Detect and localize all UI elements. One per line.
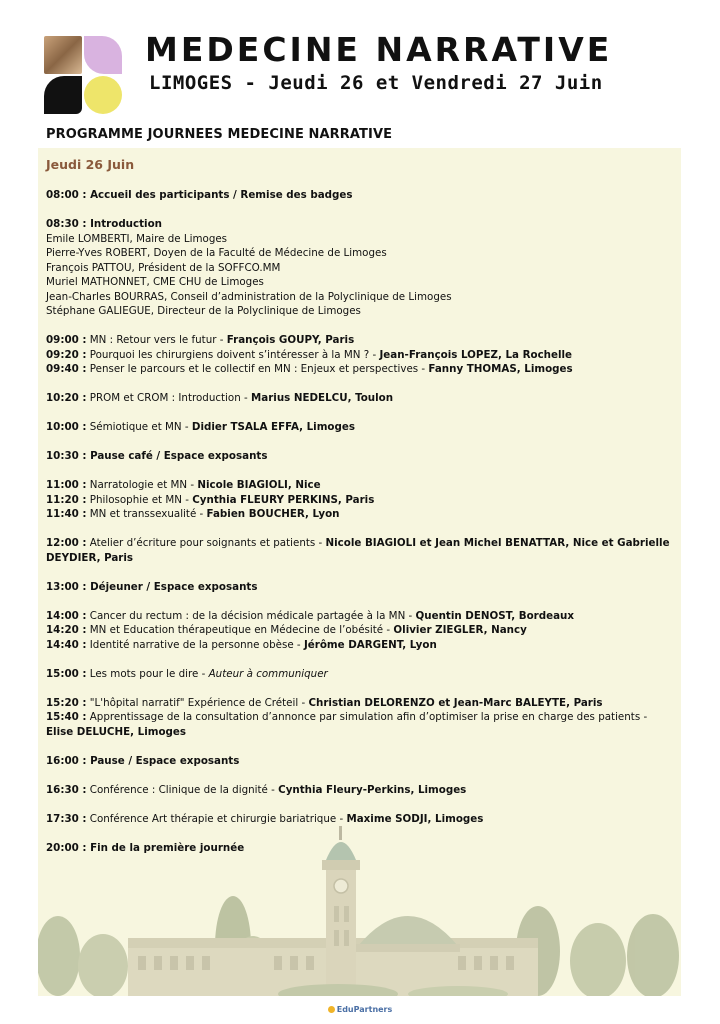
item-time: 12:00 :	[46, 537, 87, 549]
intro-speaker: Pierre-Yves ROBERT, Doyen de la Faculté de Médecine de Limoges	[46, 247, 387, 259]
program-item	[46, 348, 671, 363]
footer-brand-name: EduPartners	[336, 1005, 393, 1014]
item-time: 15:00 :	[46, 667, 87, 680]
item-time: 17:30 :	[46, 812, 87, 825]
item-text: MN et Education thérapeutique en Médecine de l’obésité -	[89, 624, 394, 636]
program-item-break	[46, 754, 671, 769]
item-speaker: Cynthia Fleury-Perkins, Limoges	[278, 783, 467, 796]
item-text: Apprentissage de la consultation d’annonce par simulation afin d’optimiser la prise en charge des patients -	[89, 711, 648, 723]
item-speaker: Jean-François LOPEZ, La Rochelle	[379, 348, 573, 361]
item-text: MN et transsexualité -	[89, 508, 207, 520]
program-item	[46, 362, 671, 377]
item-speaker: Elise DELUCHE, Limoges	[46, 725, 187, 738]
item-time: 14:20 :	[46, 624, 87, 636]
program-item	[46, 420, 671, 435]
main-title: MEDECINE NARRATIVE	[145, 30, 613, 69]
item-speaker-tbd: Auteur à communiquer	[208, 667, 328, 680]
item-speaker: Fanny THOMAS, Limoges	[428, 363, 573, 375]
item-text: MN : Retour vers le futur -	[89, 334, 227, 346]
program-item-introduction	[46, 217, 671, 319]
item-text: "L'hôpital narratif" Expérience de Créteil -	[89, 696, 309, 709]
item-text: Pourquoi les chirurgiens doivent s’intéresser à la MN ? -	[89, 348, 380, 361]
item-text: PROM et CROM : Introduction -	[89, 392, 252, 404]
program-item	[46, 623, 671, 638]
intro-speaker: Stéphane GALIEGUE, Directeur de la Polyclinique de Limoges	[46, 305, 361, 317]
item-time: 11:00 :	[46, 479, 87, 491]
item-time: 16:30 :	[46, 783, 87, 796]
item-speaker: Marius NEDELCU, Toulon	[251, 392, 394, 404]
item-time: 10:30 :	[46, 450, 87, 462]
program-item	[46, 507, 671, 522]
item-title: Déjeuner / Espace exposants	[90, 580, 258, 593]
item-time: 15:20 :	[46, 696, 87, 709]
logo-yellow-circle	[84, 76, 122, 114]
logo-photo-tile	[44, 36, 82, 74]
item-time: 20:00 :	[46, 841, 87, 854]
item-time: 09:40 :	[46, 363, 87, 375]
program-item	[46, 638, 671, 653]
item-time: 16:00 :	[46, 754, 87, 767]
item-text: Les mots pour le dire -	[89, 667, 209, 680]
item-title: Fin de la première journée	[90, 841, 245, 854]
edupartners-logo-icon	[328, 1006, 335, 1013]
program-item	[46, 333, 671, 348]
item-text: Conférence Art thérapie et chirurgie bariatrique -	[89, 812, 347, 825]
day-title: Jeudi 26 Juin	[46, 157, 135, 172]
item-time: 09:20 :	[46, 348, 87, 361]
item-title: Introduction	[90, 218, 162, 230]
item-text: Philosophie et MN -	[89, 493, 193, 506]
item-text: Sémiotique et MN -	[89, 421, 192, 433]
intro-speaker: Emile LOMBERTI, Maire de Limoges	[46, 232, 228, 245]
item-text: Penser le parcours et le collectif en MN : Enjeux et perspectives -	[89, 363, 429, 375]
item-time: 13:00 :	[46, 580, 87, 593]
item-text: Conférence : Clinique de la dignité -	[89, 783, 279, 796]
item-time: 08:30 :	[46, 218, 87, 230]
item-text: Identité narrative de la personne obèse -	[89, 638, 304, 651]
program-item-break	[46, 580, 671, 595]
footer-brand	[0, 1005, 720, 1014]
program-item	[46, 696, 671, 711]
program-panel	[38, 148, 681, 996]
item-title: Pause / Espace exposants	[90, 754, 240, 767]
item-speaker: Olivier ZIEGLER, Nancy	[393, 624, 527, 636]
program-item	[46, 478, 671, 493]
item-speaker: Christian DELORENZO et Jean-Marc BALEYTE, Paris	[308, 696, 603, 709]
program-item	[46, 710, 671, 739]
intro-speaker: Muriel MATHONNET, CME CHU de Limoges	[46, 276, 264, 288]
program-item	[46, 667, 671, 682]
item-speaker: Nicole BIAGIOLI et Jean Michel BENATTAR, Nice et Gabrielle DEYDIER, Paris	[46, 537, 670, 564]
item-speaker: Cynthia FLEURY PERKINS, Paris	[192, 493, 375, 506]
item-time: 11:40 :	[46, 508, 87, 520]
program-item	[46, 536, 671, 565]
event-logo	[44, 36, 122, 114]
item-text: Narratologie et MN -	[89, 479, 198, 491]
item-text: Atelier d’écriture pour soignants et patients -	[89, 537, 326, 549]
intro-speaker: Jean-Charles BOURRAS, Conseil d’administration de la Polyclinique de Limoges	[46, 290, 452, 303]
item-text: Cancer du rectum : de la décision médicale partagée à la MN -	[89, 609, 416, 622]
item-speaker: Didier TSALA EFFA, Limoges	[191, 421, 355, 433]
limoges-station-illustration	[38, 826, 681, 996]
item-speaker: Maxime SODJI, Limoges	[346, 812, 484, 825]
item-speaker: Jérôme DARGENT, Lyon	[303, 638, 437, 651]
logo-black-shape	[44, 76, 82, 114]
event-subtitle: LIMOGES - Jeudi 26 et Vendredi 27 Juin	[149, 72, 603, 94]
item-time: 09:00 :	[46, 334, 87, 346]
item-time: 14:00 :	[46, 609, 87, 622]
item-time: 11:20 :	[46, 493, 87, 506]
item-time: 10:20 :	[46, 392, 87, 404]
program-item-break	[46, 449, 671, 464]
item-title: Pause café / Espace exposants	[90, 450, 268, 462]
program-item	[46, 783, 671, 798]
program-item	[46, 188, 671, 203]
item-time: 10:00 :	[46, 421, 87, 433]
item-time: 15:40 :	[46, 711, 87, 723]
item-title: Accueil des participants / Remise des badges	[90, 189, 353, 201]
item-time: 08:00 :	[46, 189, 87, 201]
program-section-title: PROGRAMME JOURNEES MEDECINE NARRATIVE	[46, 127, 393, 142]
item-speaker: François GOUPY, Paris	[226, 334, 355, 346]
item-speaker: Nicole BIAGIOLI, Nice	[197, 479, 321, 491]
program-item	[46, 391, 671, 406]
program-list	[46, 188, 671, 870]
item-speaker: Quentin DENOST, Bordeaux	[415, 609, 574, 622]
program-item	[46, 812, 671, 827]
logo-purple-shape	[84, 36, 122, 74]
program-item	[46, 609, 671, 624]
item-time: 14:40 :	[46, 638, 87, 651]
item-speaker: Fabien BOUCHER, Lyon	[206, 508, 340, 520]
intro-speaker: François PATTOU, Président de la SOFFCO.MM	[46, 261, 281, 274]
program-item	[46, 493, 671, 508]
